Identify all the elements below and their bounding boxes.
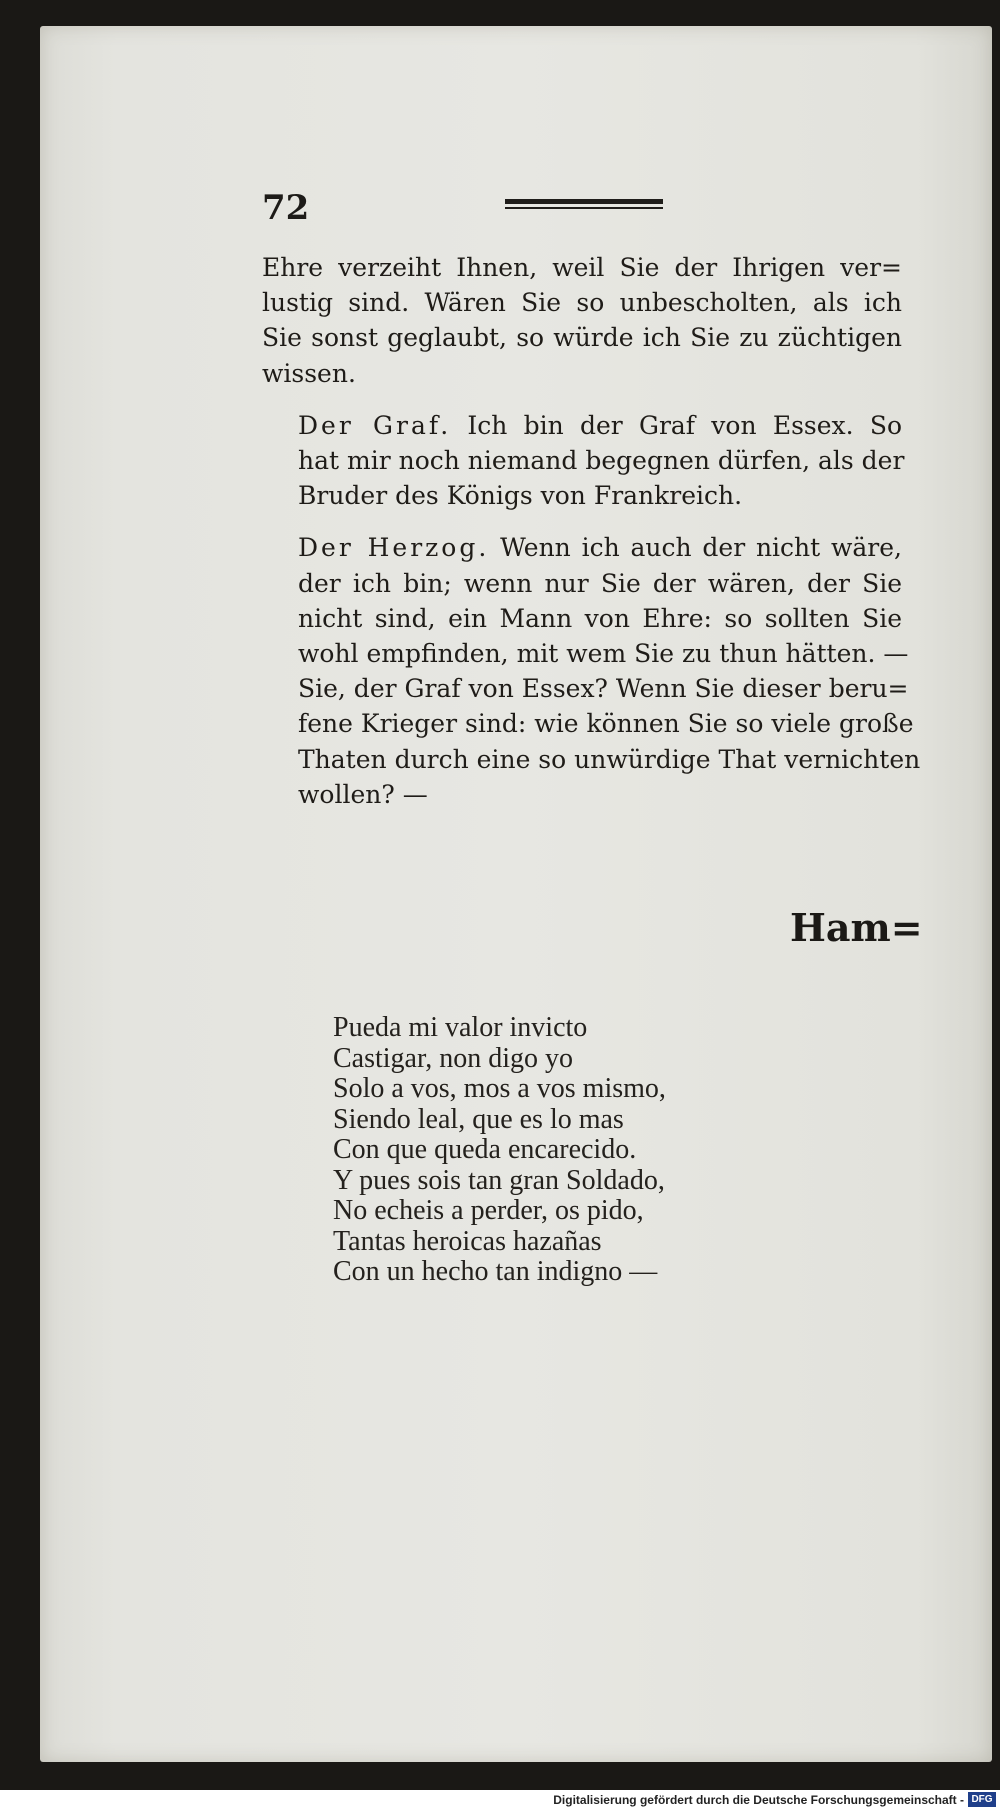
header-rule-thin (505, 207, 663, 209)
speech-first-line (262, 408, 902, 443)
page-number: 72 (262, 188, 310, 228)
text-line: Ehre verzeiht Ihnen, weil Sie der Ihrigen ver= (262, 253, 902, 282)
text-line: hat mir noch niemand begegnen dürfen, als der (298, 446, 905, 476)
speech-graf (262, 408, 905, 514)
text-line: nicht sind, ein Mann von Ehre: so sollten Sie (298, 603, 902, 633)
verse-line: Tantas heroicas hazañas (333, 1225, 602, 1257)
text-line: wollen? — (298, 779, 428, 809)
spanish-verse-block (333, 1013, 666, 1288)
verse-line: Solo a vos, mos a vos mismo, (333, 1073, 666, 1104)
verse-line: Castigar, non digo yo (333, 1042, 573, 1074)
text-line: fene Krieger sind: wie können Sie so viele große (298, 709, 914, 739)
verse-line: Con un hecho tan indigno — (333, 1256, 658, 1287)
speaker-name: Der Graf. (298, 410, 452, 440)
footer-bar (0, 1790, 1000, 1811)
digitization-credit: Digitalisierung gefördert durch die Deutsche Forschungsgemeinschaft - (553, 1793, 964, 1807)
text-line: wohl empfinden, mit wem Sie zu thun hätten. — (298, 639, 909, 669)
text-line: Thaten durch eine so unwürdige That vernichten (298, 744, 921, 774)
text-line: lustig sind. Wären Sie so unbescholten, als ich (262, 288, 902, 318)
dfg-logo[interactable]: DFG (968, 1792, 996, 1807)
text-line: Sie sonst geglaubt, so würde ich Sie zu züchtigen (262, 323, 902, 353)
text-line: Ich bin der Graf von Essex. So (467, 410, 902, 440)
verse-line: Con que queda encarecido. (333, 1134, 637, 1165)
german-text-block (262, 250, 921, 812)
text-line: der ich bin; wenn nur Sie der wären, der Sie (298, 568, 902, 598)
header-rule (505, 199, 663, 211)
opening-paragraph (262, 250, 902, 391)
header-rule-thick (505, 199, 663, 204)
verse-line: No echeis a perder, os pido, (333, 1195, 644, 1226)
verse-line: Pueda mi valor invicto (333, 1012, 588, 1043)
verse-line: Y pues sois tan gran Soldado, (333, 1164, 665, 1196)
speech-herzog (262, 530, 921, 812)
catchword: Ham= (790, 905, 923, 950)
text-line: wissen. (262, 358, 356, 388)
text-line: Sie, der Graf von Essex? Wenn Sie dieser beru= (298, 674, 909, 704)
verse-line: Siendo leal, que es lo mas (333, 1103, 624, 1135)
speaker-name: Der Herzog. (298, 533, 490, 563)
text-line: Bruder des Königs von Frankreich. (298, 481, 743, 511)
speech-first-line (262, 530, 902, 565)
text-line: Wenn ich auch der nicht wäre, (500, 533, 902, 563)
